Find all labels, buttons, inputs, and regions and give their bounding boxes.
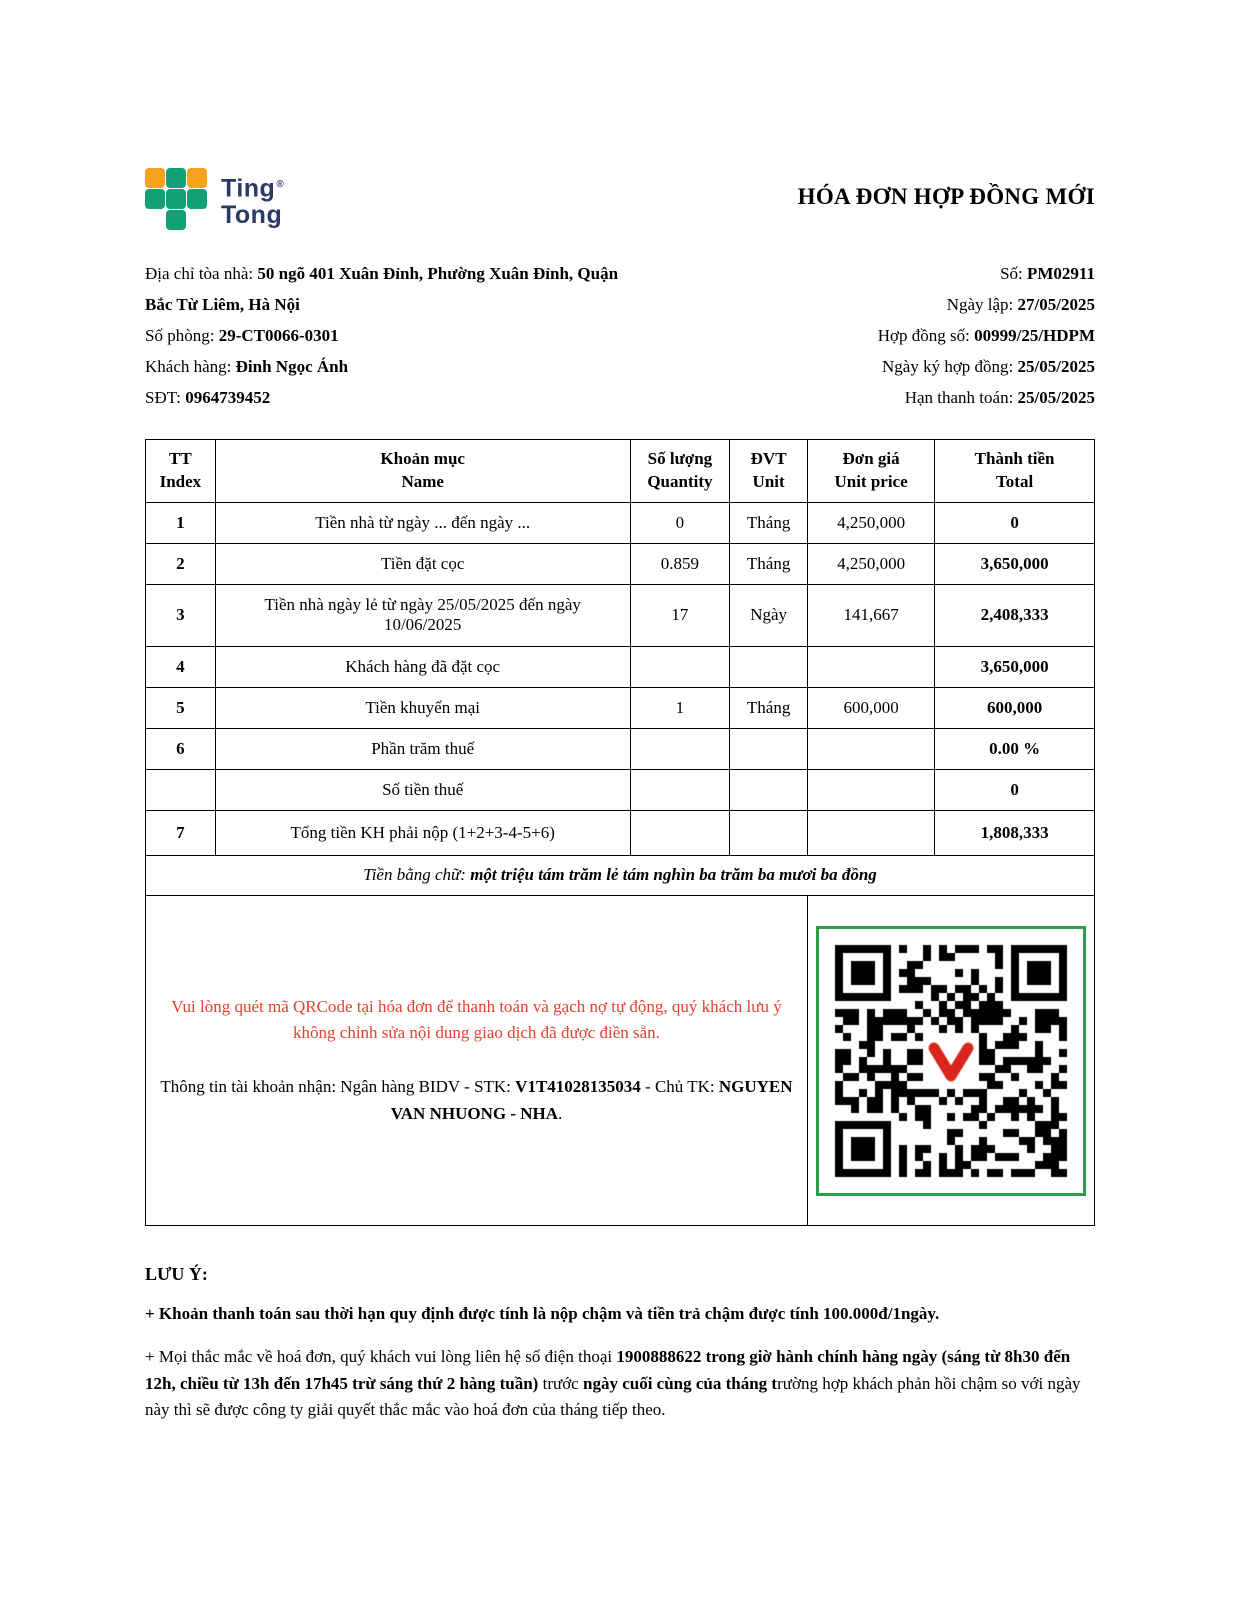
table-row: 2 Tiền đặt cọc 0.859 Tháng 4,250,000 3,650,000	[146, 543, 1095, 584]
payment-qr-row	[146, 895, 1095, 1225]
info-left-column	[145, 258, 705, 413]
col-header-unit: ĐVT Unit	[730, 440, 808, 503]
qr-code-canvas	[827, 937, 1075, 1185]
col-header-unit-price: Đơn giá Unit price	[807, 440, 934, 503]
hotline-note: + Mọi thắc mắc về hoá đơn, quý khách vui lòng liên hệ số điện thoại 1900888622 trong giờ hành chính hàng ngày (sáng từ 8h30 đến 12h, chiều từ 13h đến 17h45 trừ sáng thứ 2 hàng tuần) trước ngày cuối cùng của tháng trường hợp khách phản hồi chậm so với ngày này thì sẽ được công ty giải quyết thắc mắc vào hoá đơn của tháng tiếp theo.	[145, 1347, 1081, 1420]
building-address-line1: Địa chỉ tòa nhà: 50 ngõ 401 Xuân Đỉnh, Phường Xuân Đỉnh, Quận	[145, 264, 619, 283]
contract-number: Hợp đồng số: 00999/25/HDPM	[877, 326, 1095, 345]
table-row: 3 Tiền nhà ngày lẻ từ ngày 25/05/2025 đến ngày 10/06/2025 17 Ngày 141,667 2,408,333	[146, 584, 1095, 646]
notes-section	[145, 1264, 1095, 1424]
logo-word-tong: Tong	[221, 200, 283, 229]
qr-cell	[807, 895, 1094, 1225]
bank-account-info: Thông tin tài khoản nhận: Ngân hàng BIDV - STK: V1T41028135034 - Chủ TK: NGUYEN VAN NHUONG - NHA.	[160, 1076, 793, 1123]
col-header-index: TT Index	[146, 440, 216, 503]
logo-wordmark	[221, 172, 284, 227]
customer-phone: SĐT: 0964739452	[145, 388, 271, 407]
amount-in-words-row	[146, 855, 1095, 895]
qr-payment-notice: Vui lòng quét mã QRCode tại hóa đơn để thanh toán và gạch nợ tự động, quý khách lưu ý không chỉnh sửa nội dung giao dịch đã được điền sẵn.	[171, 996, 782, 1043]
col-header-name: Khoản mục Name	[215, 440, 630, 503]
building-address-line2: Bắc Từ Liêm, Hà Nội	[145, 295, 300, 314]
invoice-info	[145, 258, 1095, 413]
customer-name: Khách hàng: Đinh Ngọc Ánh	[145, 357, 349, 376]
table-row: 7 Tổng tiền KH phải nộp (1+2+3-4-5+6) 1,808,333	[146, 810, 1095, 855]
table-row: 1 Tiền nhà từ ngày ... đến ngày ... 0 Tháng 4,250,000 0	[146, 502, 1095, 543]
payment-due-date: Hạn thanh toán: 25/05/2025	[904, 388, 1095, 407]
payment-instructions	[146, 895, 808, 1225]
amount-in-words: Tiền bằng chữ: một triệu tám trăm lẻ tám nghìn ba trăm ba mươi ba đồng	[146, 855, 1095, 895]
header	[145, 168, 1095, 232]
info-right-column	[735, 258, 1095, 413]
registered-mark: ®	[276, 179, 285, 191]
col-header-quantity: Số lượng Quantity	[630, 440, 730, 503]
tingtong-logo-icon	[145, 168, 209, 232]
notes-heading: LƯU Ý:	[145, 1263, 208, 1284]
logo-word-ting: Ting	[221, 174, 276, 203]
issue-date: Ngày lập: 27/05/2025	[946, 295, 1095, 314]
tingtong-logo	[145, 168, 284, 232]
table-row: 5 Tiền khuyến mại 1 Tháng 600,000 600,000	[146, 687, 1095, 728]
col-header-total: Thành tiền Total	[935, 440, 1095, 503]
table-row: Số tiền thuế 0	[146, 769, 1095, 810]
invoice-title: HÓA ĐƠN HỢP ĐỒNG MỚI	[797, 184, 1095, 209]
table-row: 6 Phần trăm thuế 0.00 %	[146, 728, 1095, 769]
qr-code-frame	[816, 926, 1086, 1196]
table-header-row	[146, 440, 1095, 503]
room-number: Số phòng: 29-CT0066-0301	[145, 326, 339, 345]
late-payment-note: + Khoản thanh toán sau thời hạn quy định được tính là nộp chậm và tiền trả chậm được tính 100.000đ/1ngày.	[145, 1303, 940, 1323]
contract-sign-date: Ngày ký hợp đồng: 25/05/2025	[882, 357, 1095, 376]
invoice-table	[145, 439, 1095, 1226]
invoice-number: Số: PM02911	[1000, 264, 1095, 283]
table-row: 4 Khách hàng đã đặt cọc 3,650,000	[146, 646, 1095, 687]
